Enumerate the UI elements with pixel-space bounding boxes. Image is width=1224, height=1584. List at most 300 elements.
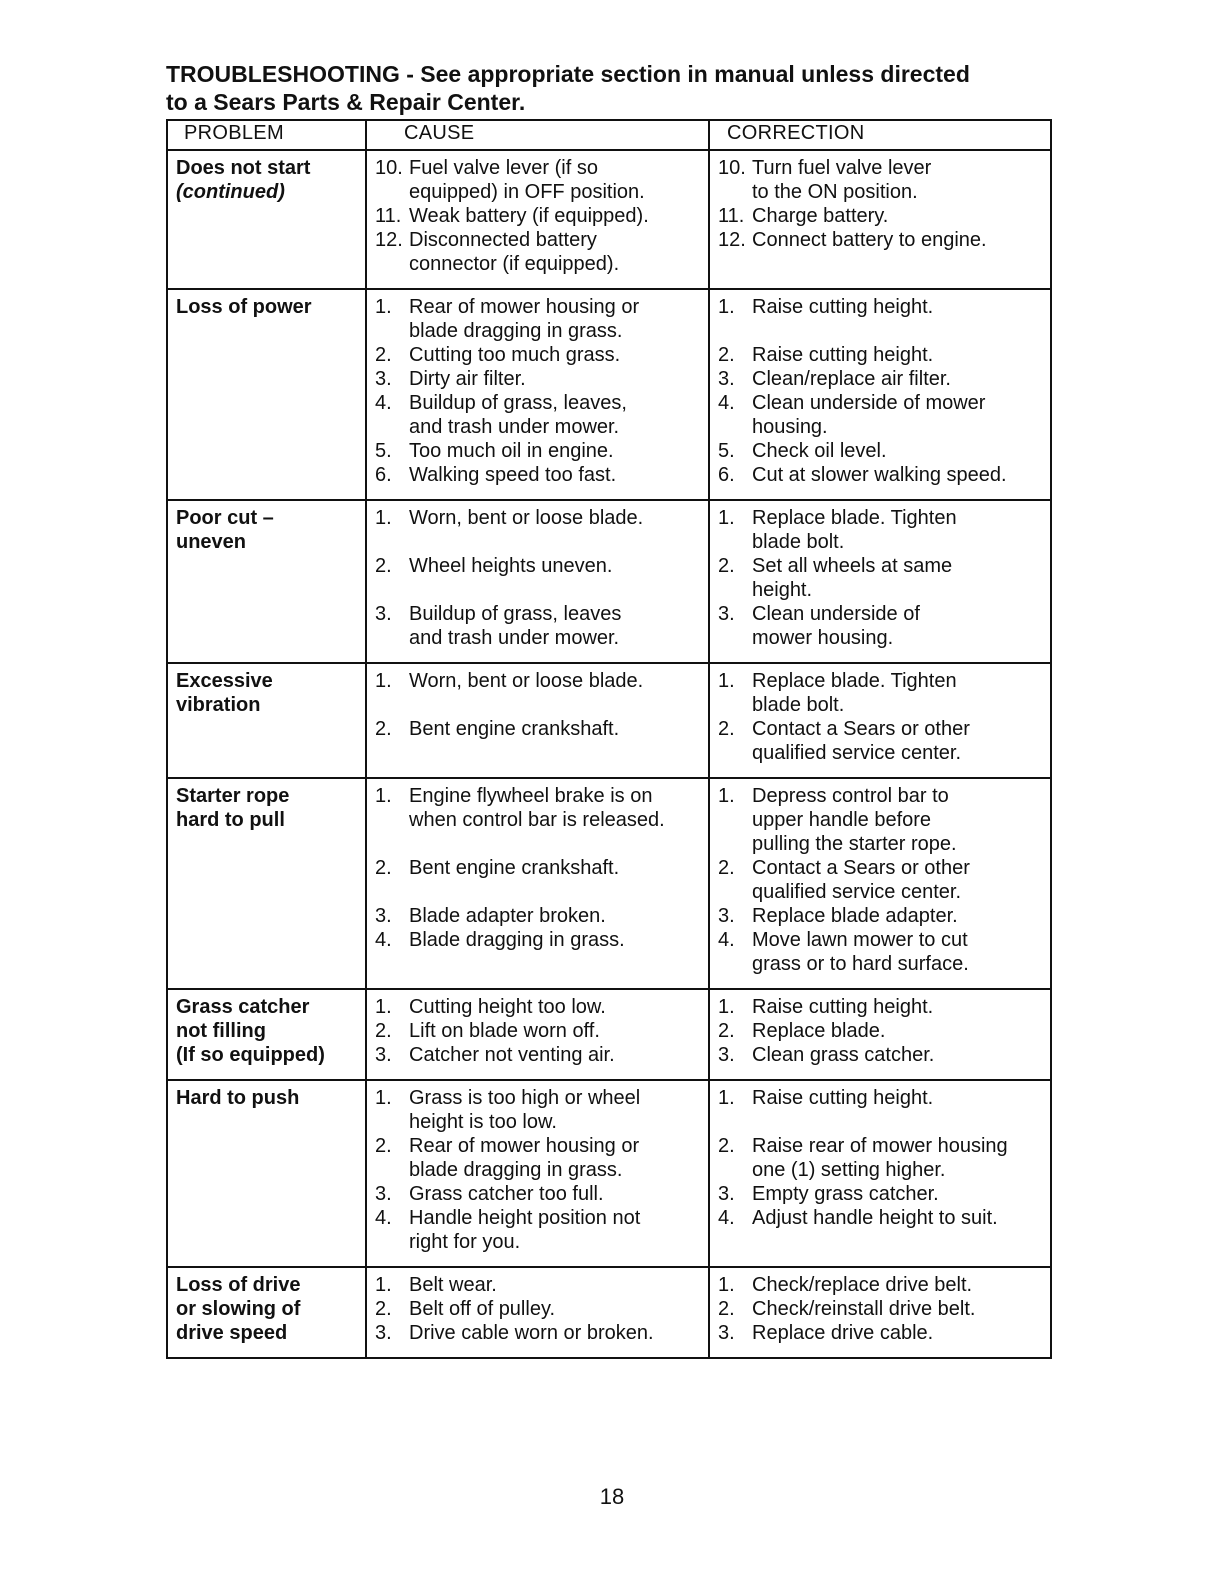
- item-text-line: Raise rear of mower housing: [752, 1135, 1008, 1157]
- correction-item: [718, 856, 1046, 904]
- item-number: 2.: [718, 1135, 735, 1157]
- item-text-line: [752, 1110, 1046, 1134]
- item-text-line: [409, 530, 704, 554]
- cause-cell: [366, 289, 709, 500]
- item-number: 1.: [718, 785, 735, 807]
- item-text: [752, 928, 1046, 976]
- item-text: [752, 1134, 1046, 1182]
- correction-item: [718, 463, 1046, 487]
- problem-label: drive speed: [176, 1322, 288, 1344]
- item-text-line: Empty grass catcher.: [752, 1183, 939, 1205]
- item-text-line: Lift on blade worn off.: [409, 1020, 600, 1042]
- item-text: [409, 928, 704, 952]
- item-text: [409, 1321, 704, 1345]
- item-number: 2.: [375, 1298, 392, 1320]
- item-text: [752, 204, 1046, 228]
- item-number: 2.: [718, 1020, 735, 1042]
- correction-item: [718, 1182, 1046, 1206]
- item-number: 1.: [375, 785, 392, 807]
- item-text: [409, 156, 704, 204]
- correction-item: [718, 1086, 1046, 1134]
- item-text-line: [752, 319, 1046, 343]
- item-text-line: Bent engine crankshaft.: [409, 857, 620, 879]
- correction-item: [718, 602, 1046, 650]
- item-text: [409, 1297, 704, 1321]
- item-text: [752, 717, 1046, 765]
- cause-item: [375, 228, 704, 276]
- item-text-line: upper handle before: [752, 809, 932, 831]
- item-text-line: Disconnected battery: [409, 229, 597, 251]
- cause-item: [375, 928, 704, 952]
- item-text: [752, 554, 1046, 602]
- correction-item: [718, 904, 1046, 928]
- problem-label: Hard to push: [176, 1087, 300, 1109]
- cause-item: [375, 1134, 704, 1182]
- item-text: [409, 784, 704, 856]
- item-text-line: Too much oil in engine.: [409, 440, 614, 462]
- item-text-line: [409, 693, 704, 717]
- item-text-line: Clean underside of mower: [752, 392, 986, 414]
- cause-item: [375, 1273, 704, 1297]
- item-text: [752, 784, 1046, 856]
- table-row: [167, 1267, 1051, 1358]
- item-number: 3.: [375, 368, 392, 390]
- item-text: [409, 1182, 704, 1206]
- item-number: 1.: [718, 507, 735, 529]
- problem-cell: [167, 989, 366, 1080]
- problem-label: (If so equipped): [176, 1044, 325, 1066]
- correction-item: [718, 928, 1046, 976]
- item-number: 3.: [375, 1183, 392, 1205]
- item-text-line: when control bar is released.: [409, 809, 665, 831]
- correction-item: [718, 669, 1046, 717]
- item-text: [409, 717, 704, 741]
- item-text: [409, 554, 704, 602]
- correction-item: [718, 1134, 1046, 1182]
- cause-item: [375, 156, 704, 204]
- item-text-line: Replace blade adapter.: [752, 905, 958, 927]
- problem-label: not filling: [176, 1020, 266, 1042]
- cause-item: [375, 391, 704, 439]
- header-correction: CORRECTION: [709, 120, 1051, 150]
- item-number: 3.: [718, 1044, 735, 1066]
- problem-cell: [167, 1267, 366, 1358]
- item-number: 1.: [375, 1087, 392, 1109]
- correction-item: [718, 506, 1046, 554]
- cause-cell: [366, 500, 709, 663]
- item-number: 4.: [375, 929, 392, 951]
- item-text: [409, 1086, 704, 1134]
- item-text-line: Clean underside of: [752, 603, 920, 625]
- item-text: [752, 228, 1046, 252]
- correction-cell: [709, 150, 1051, 289]
- item-text-line: Handle height position not: [409, 1207, 641, 1229]
- item-number: 4.: [375, 1207, 392, 1229]
- cause-item: [375, 463, 704, 487]
- heading-line-2: to a Sears Parts & Repair Center.: [166, 89, 526, 115]
- item-text: [752, 1043, 1046, 1067]
- item-text-line: [409, 578, 704, 602]
- item-text-line: qualified service center.: [752, 881, 962, 903]
- item-number: 1.: [375, 996, 392, 1018]
- item-number: 10.: [375, 157, 403, 179]
- item-number: 3.: [375, 1322, 392, 1344]
- correction-cell: [709, 778, 1051, 989]
- item-text-line: Rear of mower housing or: [409, 296, 640, 318]
- correction-item: [718, 1297, 1046, 1321]
- problem-label: vibration: [176, 694, 261, 716]
- item-text-line: Clean/replace air filter.: [752, 368, 951, 390]
- item-text-line: Dirty air filter.: [409, 368, 526, 390]
- cause-item: [375, 1297, 704, 1321]
- problem-label: Excessive: [176, 670, 273, 692]
- item-number: 1.: [718, 670, 735, 692]
- item-number: 3.: [718, 905, 735, 927]
- item-text-line: Buildup of grass, leaves: [409, 603, 622, 625]
- item-text-line: Depress control bar to: [752, 785, 949, 807]
- item-text: [752, 367, 1046, 391]
- item-text: [409, 391, 704, 439]
- item-text-line: and trash under mower.: [409, 627, 620, 649]
- item-number: 1.: [375, 670, 392, 692]
- item-number: 1.: [375, 507, 392, 529]
- correction-item: [718, 784, 1046, 856]
- item-number: 1.: [718, 1274, 735, 1296]
- item-number: 3.: [375, 905, 392, 927]
- item-text-line: height is too low.: [409, 1111, 557, 1133]
- item-number: 5.: [718, 440, 735, 462]
- cause-item: [375, 1321, 704, 1345]
- cause-item: [375, 1086, 704, 1134]
- item-text-line: blade dragging in grass.: [409, 1159, 623, 1181]
- item-text: [752, 856, 1046, 904]
- table-row: [167, 663, 1051, 778]
- item-text: [409, 463, 704, 487]
- correction-item: [718, 391, 1046, 439]
- item-text-line: Blade adapter broken.: [409, 905, 606, 927]
- correction-item: [718, 554, 1046, 602]
- item-number: 3.: [718, 368, 735, 390]
- item-number: 2.: [375, 1020, 392, 1042]
- item-number: 4.: [718, 929, 735, 951]
- correction-cell: [709, 1080, 1051, 1267]
- problem-label: Loss of drive: [176, 1274, 301, 1296]
- correction-cell: [709, 1267, 1051, 1358]
- item-text-line: Raise cutting height.: [752, 344, 934, 366]
- item-number: 1.: [375, 1274, 392, 1296]
- item-number: 2.: [375, 857, 392, 879]
- item-text-line: Replace blade. Tighten: [752, 507, 957, 529]
- item-text: [752, 602, 1046, 650]
- item-text: [752, 295, 1046, 343]
- item-text-line: [409, 832, 704, 856]
- item-number: 2.: [375, 344, 392, 366]
- correction-cell: [709, 989, 1051, 1080]
- problem-label: Poor cut –: [176, 507, 274, 529]
- item-number: 5.: [375, 440, 392, 462]
- item-number: 2.: [718, 344, 735, 366]
- item-number: 2.: [718, 1298, 735, 1320]
- cause-item: [375, 1182, 704, 1206]
- table-row: [167, 989, 1051, 1080]
- item-text-line: grass or to hard surface.: [752, 953, 969, 975]
- cause-item: [375, 343, 704, 367]
- correction-item: [718, 343, 1046, 367]
- problem-cell: [167, 500, 366, 663]
- item-text-line: Replace blade.: [752, 1020, 886, 1042]
- cause-item: [375, 554, 704, 602]
- item-text-line: Cutting height too low.: [409, 996, 606, 1018]
- problem-label: Does not start: [176, 157, 311, 179]
- correction-item: [718, 1273, 1046, 1297]
- item-text-line: Contact a Sears or other: [752, 857, 970, 879]
- item-text: [409, 228, 704, 276]
- item-text: [752, 669, 1046, 717]
- cause-item: [375, 439, 704, 463]
- item-number: 2.: [375, 1135, 392, 1157]
- item-text-line: Worn, bent or loose blade.: [409, 507, 644, 529]
- item-text-line: Clean grass catcher.: [752, 1044, 935, 1066]
- item-text: [409, 1206, 704, 1254]
- item-text-line: blade bolt.: [752, 531, 845, 553]
- item-text-line: Contact a Sears or other: [752, 718, 970, 740]
- item-text: [409, 1273, 704, 1297]
- item-text-line: Check/reinstall drive belt.: [752, 1298, 976, 1320]
- item-number: 2.: [375, 718, 392, 740]
- problem-label: uneven: [176, 531, 247, 553]
- item-text: [752, 1019, 1046, 1043]
- cause-item: [375, 995, 704, 1019]
- item-number: 3.: [718, 1183, 735, 1205]
- heading-line-1: TROUBLESHOOTING - See appropriate section in manual unless directed: [166, 61, 970, 87]
- item-text-line: Bent engine crankshaft.: [409, 718, 620, 740]
- item-text-line: Catcher not venting air.: [409, 1044, 615, 1066]
- item-text-line: Replace blade. Tighten: [752, 670, 957, 692]
- item-text-line: Raise cutting height.: [752, 1087, 934, 1109]
- header-problem: PROBLEM: [167, 120, 366, 150]
- item-text-line: qualified service center.: [752, 742, 962, 764]
- cause-item: [375, 784, 704, 856]
- item-text-line: Replace drive cable.: [752, 1322, 934, 1344]
- header-cause: CAUSE: [366, 120, 709, 150]
- item-text-line: Belt wear.: [409, 1274, 497, 1296]
- item-number: 11.: [375, 205, 402, 227]
- problem-cell: [167, 150, 366, 289]
- item-number: 3.: [718, 603, 735, 625]
- correction-item: [718, 1321, 1046, 1345]
- item-text-line: Buildup of grass, leaves,: [409, 392, 627, 414]
- item-number: 1.: [718, 1087, 735, 1109]
- item-text-line: blade dragging in grass.: [409, 320, 623, 342]
- troubleshooting-table: [166, 119, 1052, 1359]
- item-number: 12.: [718, 229, 746, 251]
- correction-item: [718, 156, 1046, 204]
- item-text: [409, 669, 704, 717]
- page-number: 18: [599, 1484, 625, 1509]
- item-text-line: to the ON position.: [752, 181, 918, 203]
- item-text: [752, 156, 1046, 204]
- item-text-line: Fuel valve lever (if so: [409, 157, 598, 179]
- cause-item: [375, 367, 704, 391]
- item-text-line: Charge battery.: [752, 205, 889, 227]
- item-text-line: right for you.: [409, 1231, 521, 1253]
- item-text: [409, 295, 704, 343]
- item-text: [409, 506, 704, 554]
- item-text: [409, 343, 704, 367]
- cause-item: [375, 602, 704, 650]
- cause-item: [375, 1206, 704, 1254]
- item-text-line: Check/replace drive belt.: [752, 1274, 973, 1296]
- item-text-line: pulling the starter rope.: [752, 833, 957, 855]
- problem-cell: [167, 778, 366, 989]
- item-text-line: [409, 880, 704, 904]
- item-text: [409, 904, 704, 928]
- table-row: [167, 778, 1051, 989]
- item-text: [752, 1297, 1046, 1321]
- cause-cell: [366, 778, 709, 989]
- correction-item: [718, 367, 1046, 391]
- cause-item: [375, 904, 704, 928]
- problem-cell: [167, 663, 366, 778]
- item-text-line: Weak battery (if equipped).: [409, 205, 649, 227]
- problem-label: Starter rope: [176, 785, 290, 807]
- item-number: 12.: [375, 229, 403, 251]
- table-row: [167, 289, 1051, 500]
- problem-cell: [167, 289, 366, 500]
- cause-cell: [366, 663, 709, 778]
- item-number: 4.: [718, 1207, 735, 1229]
- item-text-line: Move lawn mower to cut: [752, 929, 968, 951]
- cause-cell: [366, 150, 709, 289]
- item-text-line: one (1) setting higher.: [752, 1159, 946, 1181]
- item-text-line: connector (if equipped).: [409, 253, 620, 275]
- item-text-line: Connect battery to engine.: [752, 229, 987, 251]
- item-number: 2.: [718, 718, 735, 740]
- item-text-line: Cutting too much grass.: [409, 344, 621, 366]
- correction-item: [718, 204, 1046, 228]
- item-text-line: Walking speed too fast.: [409, 464, 617, 486]
- problem-cell: [167, 1080, 366, 1267]
- item-text-line: Blade dragging in grass.: [409, 929, 625, 951]
- item-text: [752, 1086, 1046, 1134]
- item-text: [409, 439, 704, 463]
- correction-cell: [709, 500, 1051, 663]
- cause-item: [375, 669, 704, 717]
- item-number: 2.: [718, 857, 735, 879]
- item-text-line: Raise cutting height.: [752, 996, 934, 1018]
- problem-continued-note: (continued): [176, 181, 285, 203]
- item-text-line: blade bolt.: [752, 694, 845, 716]
- correction-item: [718, 228, 1046, 252]
- cause-cell: [366, 989, 709, 1080]
- problem-label: Grass catcher: [176, 996, 310, 1018]
- item-text: [752, 391, 1046, 439]
- item-number: 2.: [375, 555, 392, 577]
- item-text-line: Drive cable worn or broken.: [409, 1322, 654, 1344]
- correction-cell: [709, 289, 1051, 500]
- item-text-line: Cut at slower walking speed.: [752, 464, 1007, 486]
- item-text: [409, 995, 704, 1019]
- item-text-line: Raise cutting height.: [752, 296, 934, 318]
- item-number: 4.: [375, 392, 392, 414]
- item-number: 6.: [718, 464, 735, 486]
- item-text-line: Set all wheels at same: [752, 555, 953, 577]
- item-text: [752, 1321, 1046, 1345]
- cause-item: [375, 204, 704, 228]
- cause-item: [375, 506, 704, 554]
- correction-item: [718, 1206, 1046, 1230]
- item-text-line: height.: [752, 579, 813, 601]
- correction-item: [718, 439, 1046, 463]
- table-row: [167, 500, 1051, 663]
- item-text: [409, 1043, 704, 1067]
- item-text-line: Grass catcher too full.: [409, 1183, 604, 1205]
- table-body: [167, 150, 1051, 1358]
- item-text-line: and trash under mower.: [409, 416, 620, 438]
- item-number: 3.: [375, 603, 392, 625]
- item-number: 4.: [718, 392, 735, 414]
- item-text-line: Engine flywheel brake is on: [409, 785, 653, 807]
- item-text-line: Grass is too high or wheel: [409, 1087, 641, 1109]
- item-text: [409, 602, 704, 650]
- correction-item: [718, 717, 1046, 765]
- item-text: [409, 204, 704, 228]
- item-text: [409, 1134, 704, 1182]
- table-row: [167, 150, 1051, 289]
- item-text: [409, 367, 704, 391]
- item-text: [752, 463, 1046, 487]
- cause-item: [375, 1043, 704, 1067]
- cause-item: [375, 856, 704, 904]
- cause-cell: [366, 1080, 709, 1267]
- item-text: [752, 439, 1046, 463]
- item-text-line: Adjust handle height to suit.: [752, 1207, 998, 1229]
- item-number: 2.: [718, 555, 735, 577]
- item-text: [752, 904, 1046, 928]
- item-text-line: Wheel heights uneven.: [409, 555, 613, 577]
- item-number: 11.: [718, 205, 745, 227]
- item-text-line: housing.: [752, 416, 828, 438]
- item-text-line: Turn fuel valve lever: [752, 157, 932, 179]
- correction-item: [718, 1043, 1046, 1067]
- item-number: 1.: [375, 296, 392, 318]
- item-text: [752, 1206, 1046, 1230]
- cause-item: [375, 717, 704, 741]
- item-text-line: Belt off of pulley.: [409, 1298, 556, 1320]
- item-text: [752, 1182, 1046, 1206]
- item-text-line: mower housing.: [752, 627, 894, 649]
- problem-label: or slowing of: [176, 1298, 301, 1320]
- table-header-row: [167, 120, 1051, 150]
- cause-item: [375, 1019, 704, 1043]
- correction-item: [718, 1019, 1046, 1043]
- item-number: 10.: [718, 157, 746, 179]
- table-row: [167, 1080, 1051, 1267]
- item-text: [409, 1019, 704, 1043]
- item-number: 1.: [718, 996, 735, 1018]
- correction-item: [718, 295, 1046, 343]
- correction-item: [718, 995, 1046, 1019]
- item-number: 3.: [375, 1044, 392, 1066]
- item-number: 6.: [375, 464, 392, 486]
- item-text: [752, 995, 1046, 1019]
- item-number: 3.: [718, 1322, 735, 1344]
- item-text: [409, 856, 704, 904]
- correction-cell: [709, 663, 1051, 778]
- item-text-line: Worn, bent or loose blade.: [409, 670, 644, 692]
- page-heading: [166, 60, 1066, 116]
- item-text: [752, 343, 1046, 367]
